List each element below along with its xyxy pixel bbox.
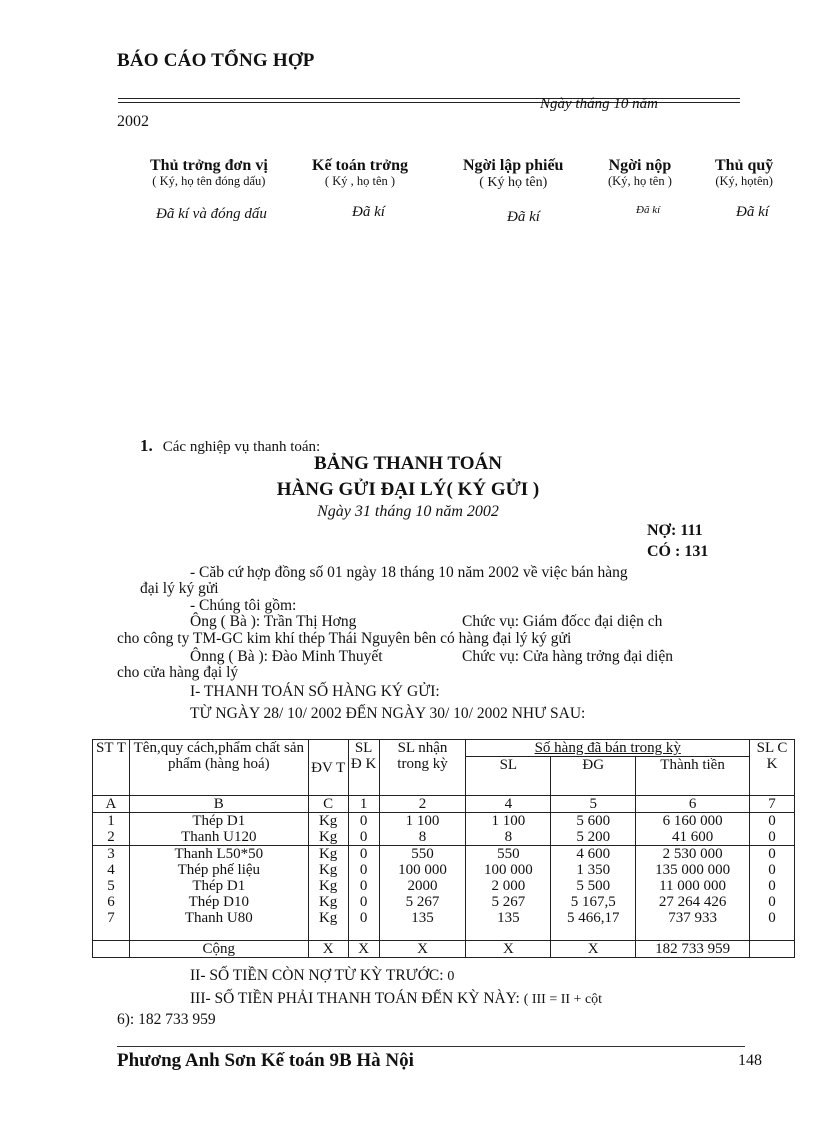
cell-name: Thanh U120	[129, 829, 308, 846]
cell-slck: 0	[749, 894, 794, 910]
cell-dg: 5 500	[551, 878, 636, 894]
cell-slnhan: 550	[379, 846, 466, 863]
code-cell: 1	[348, 796, 379, 813]
cell-thanhtien: 11 000 000	[636, 878, 750, 894]
table-row	[93, 862, 795, 878]
date-year: 2002	[117, 113, 149, 130]
cell-slck: 0	[749, 829, 794, 846]
account-debit: NỢ: 111	[647, 522, 703, 539]
cell-sldk: 0	[348, 846, 379, 863]
party-1-role: Chức vụ: Giám đốcc đại diện ch	[462, 613, 663, 630]
section-label: Các nghiệp vụ thanh toán:	[162, 439, 321, 455]
cell-dg: 5 200	[551, 829, 636, 846]
signature-sub: ( Ký , họ tên )	[324, 174, 396, 188]
cell-thanhtien: 41 600	[636, 829, 750, 846]
party-1-name: Ông ( Bà ): Trần Thị Hơng	[190, 613, 357, 630]
cell-name: Thanh L50*50	[129, 846, 308, 863]
cell-slck: 0	[749, 910, 794, 941]
table-row	[93, 829, 795, 846]
total-cell: X	[466, 941, 551, 958]
signature-cashier	[715, 157, 773, 188]
signed-note: Đã kí	[636, 204, 661, 216]
cell-name: Thép D1	[129, 813, 308, 830]
total-cell: X	[379, 941, 466, 958]
cell-stt: 5	[93, 878, 130, 894]
signature-title: Kế toán trởng	[312, 157, 408, 174]
signature-sub: ( Ký, họ tên đóng dấu)	[152, 174, 266, 188]
cell-name: Thép D10	[129, 894, 308, 910]
code-cell: 7	[749, 796, 794, 813]
party-1-org: cho công ty TM-GC kim khí thép Thái Nguyên bên có hàng đại lý ký gửi	[117, 630, 572, 647]
section-number: 1.	[140, 436, 153, 455]
section-iii-label: III- SỐ TIỀN PHẢI THANH TOÁN ĐẾN KỲ NÀY:	[190, 990, 520, 1007]
consignment-table	[92, 739, 795, 958]
cell-sl: 100 000	[466, 862, 551, 878]
table-row	[93, 878, 795, 894]
table-row	[93, 813, 795, 830]
cell-stt: 4	[93, 862, 130, 878]
party-2-name: Ônng ( Bà ): Đào Minh Thuyết	[190, 648, 383, 665]
code-row	[93, 796, 795, 813]
total-cell	[93, 941, 130, 958]
code-cell: 6	[636, 796, 750, 813]
signed-note: Đã kí	[736, 204, 769, 220]
section-ii	[190, 967, 454, 985]
signature-title: Thủ quỹ	[715, 157, 774, 174]
cell-slnhan: 8	[379, 829, 466, 846]
cell-dg: 5 600	[551, 813, 636, 830]
cell-sldk: 0	[348, 862, 379, 878]
footer-divider	[117, 1046, 745, 1047]
cell-stt: 7	[93, 910, 130, 941]
cell-dvt: Kg	[308, 878, 348, 894]
total-cell: X	[308, 941, 348, 958]
section-ii-value: 0	[447, 969, 455, 984]
cell-dvt: Kg	[308, 813, 348, 830]
section-i-period: TỪ NGÀY 28/ 10/ 2002 ĐẾN NGÀY 30/ 10/ 2002 NHƯ SAU:	[190, 705, 586, 722]
signature-preparer	[463, 157, 563, 190]
cell-sl: 1 100	[466, 813, 551, 830]
code-cell: B	[129, 796, 308, 813]
account-credit: CÓ : 131	[647, 543, 709, 560]
cell-slnhan: 135	[379, 910, 466, 941]
signature-title: Ngời nộp	[608, 157, 672, 174]
party-2-org: cho cửa hàng đại lý	[117, 664, 239, 681]
header-sl: SL	[466, 757, 551, 796]
table-row	[93, 910, 795, 941]
cell-slck: 0	[749, 846, 794, 863]
cell-slnhan: 100 000	[379, 862, 466, 878]
cell-dvt: Kg	[308, 846, 348, 863]
cell-thanhtien: 135 000 000	[636, 862, 750, 878]
cell-dg: 5 167,5	[551, 894, 636, 910]
header-thanhtien: Thành tiền	[636, 757, 750, 796]
footer-author: Phương Anh Sơn Kế toán 9B Hà Nội	[117, 1050, 414, 1071]
signature-chief-accountant	[312, 157, 408, 188]
header-dvt: ĐV T	[308, 740, 348, 796]
signature-sub: (Ký, họtên)	[715, 174, 773, 188]
section-iii-total: 6): 182 733 959	[117, 1011, 216, 1028]
cell-stt: 6	[93, 894, 130, 910]
party-2-role: Chức vụ: Cửa hàng trởng đại diện	[462, 648, 673, 665]
section-iii	[190, 990, 602, 1008]
cell-dvt: Kg	[308, 829, 348, 846]
signed-note: Đã kí và đóng dấu	[156, 206, 267, 222]
signed-note: Đã kí	[507, 209, 540, 225]
header-slnhan: SL nhận trong kỳ	[379, 740, 466, 796]
total-cell: X	[551, 941, 636, 958]
cell-slnhan: 1 100	[379, 813, 466, 830]
code-cell: 4	[466, 796, 551, 813]
cell-slck: 0	[749, 878, 794, 894]
cell-sldk: 0	[348, 910, 379, 941]
cell-stt: 3	[93, 846, 130, 863]
signature-payer	[608, 157, 672, 188]
date-line: Ngày tháng 10 năm	[540, 96, 658, 112]
page-number: 148	[738, 1052, 762, 1069]
total-amount: 182 733 959	[636, 941, 750, 958]
para-contract: - Căb cứ hợp đồng số 01 ngày 18 tháng 10 năm 2002 về việc bán hàng	[190, 564, 628, 581]
signature-title: Ngời lập phiếu	[463, 157, 564, 174]
signed-note: Đã kí	[352, 204, 385, 220]
cell-sldk: 0	[348, 829, 379, 846]
para-contract-cont: đại lý ký gửi	[140, 580, 219, 597]
signature-sub: (Ký, họ tên )	[608, 174, 672, 188]
cell-sldk: 0	[348, 813, 379, 830]
signature-head-of-unit	[150, 157, 268, 188]
header-sold-group: Số hàng đã bán trong kỳ	[466, 740, 750, 757]
table-row	[93, 894, 795, 910]
total-cell	[749, 941, 794, 958]
cell-thanhtien: 737 933	[636, 910, 750, 941]
report-title: BÁO CÁO TỔNG HỢP	[117, 50, 315, 71]
cell-sl: 5 267	[466, 894, 551, 910]
code-cell: 2	[379, 796, 466, 813]
doc-title-1: BẢNG THANH TOÁN	[314, 453, 502, 474]
cell-stt: 1	[93, 813, 130, 830]
cell-sldk: 0	[348, 878, 379, 894]
cell-sl: 2 000	[466, 878, 551, 894]
cell-dg: 4 600	[551, 846, 636, 863]
cell-sl: 135	[466, 910, 551, 941]
total-cell: X	[348, 941, 379, 958]
cell-dvt: Kg	[308, 910, 348, 941]
cell-thanhtien: 6 160 000	[636, 813, 750, 830]
cell-dvt: Kg	[308, 862, 348, 878]
section-i-title: I- THANH TOÁN SỐ HÀNG KÝ GỬI:	[190, 683, 440, 700]
total-row	[93, 941, 795, 958]
cell-dg: 1 350	[551, 862, 636, 878]
cell-stt: 2	[93, 829, 130, 846]
cell-sldk: 0	[348, 894, 379, 910]
doc-date: Ngày 31 tháng 10 năm 2002	[317, 503, 499, 520]
header-dg: ĐG	[551, 757, 636, 796]
cell-slck: 0	[749, 862, 794, 878]
cell-name: Thép D1	[129, 878, 308, 894]
code-cell: C	[308, 796, 348, 813]
cell-dvt: Kg	[308, 894, 348, 910]
cell-slck: 0	[749, 813, 794, 830]
cell-sl: 550	[466, 846, 551, 863]
signature-sub: ( Ký họ tên)	[479, 175, 548, 190]
cell-name: Thanh U80	[129, 910, 308, 941]
cell-thanhtien: 27 264 426	[636, 894, 750, 910]
total-label: Cộng	[129, 941, 308, 958]
para-parties: - Chúng tôi gồm:	[190, 597, 297, 614]
cell-slnhan: 2000	[379, 878, 466, 894]
cell-thanhtien: 2 530 000	[636, 846, 750, 863]
table-row	[93, 846, 795, 863]
code-cell: A	[93, 796, 130, 813]
code-cell: 5	[551, 796, 636, 813]
section-ii-label: II- SỐ TIỀN CÒN NỢ TỪ KỲ TRƯỚC:	[190, 967, 444, 984]
doc-title-2: HÀNG GỬI ĐẠI LÝ( KÝ GỬI )	[276, 479, 540, 500]
signature-title: Thủ trởng đơn vị	[150, 157, 268, 174]
cell-slnhan: 5 267	[379, 894, 466, 910]
cell-dg: 5 466,17	[551, 910, 636, 941]
cell-name: Thép phế liệu	[129, 862, 308, 878]
header-slck: SL C K	[749, 740, 794, 796]
header-sldk: SL Đ K	[348, 740, 379, 796]
header-stt: ST T	[93, 740, 130, 796]
header-name: Tên,quy cách,phẩm chất sản phẩm (hàng hoá)	[129, 740, 308, 796]
cell-sl: 8	[466, 829, 551, 846]
section-iii-formula: ( III = II + cột	[523, 992, 603, 1007]
